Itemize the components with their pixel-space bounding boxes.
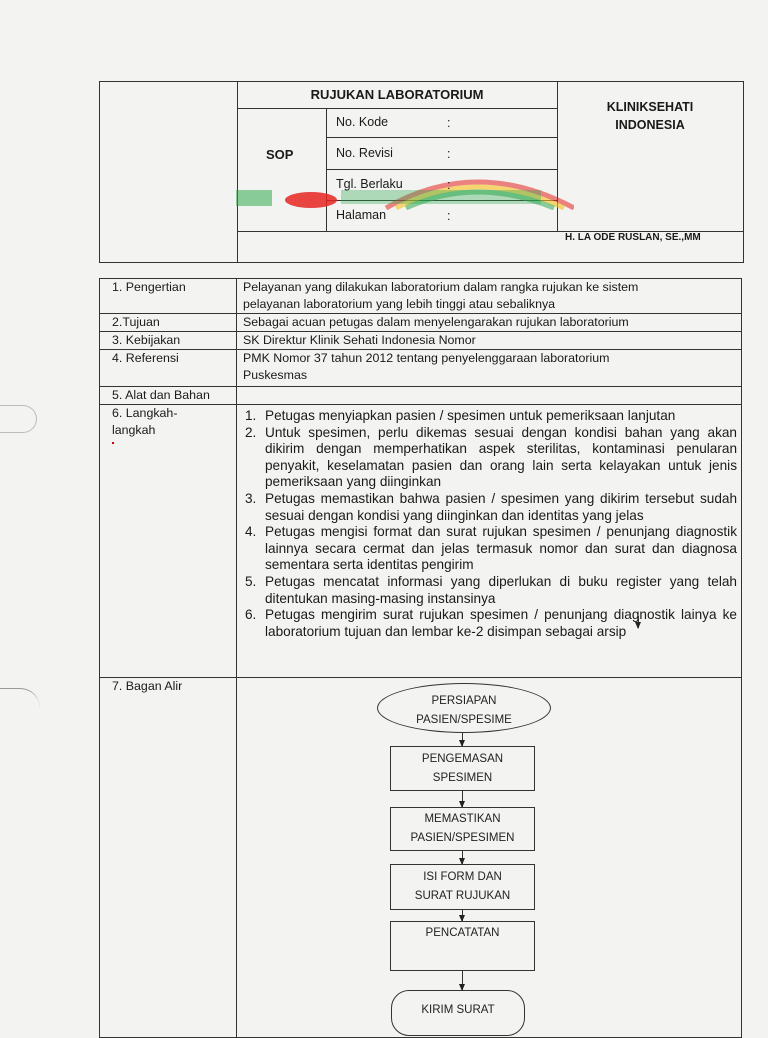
- content-line: Pelayanan yang dilakukan laboratorium dalam rangka rujukan ke sistem: [243, 280, 639, 294]
- field-sep: :: [447, 178, 451, 192]
- table-row: [100, 314, 742, 332]
- flow-step-line: MEMASTIKAN: [424, 813, 501, 825]
- sop-label: SOP: [266, 147, 294, 162]
- step-text: Untuk spesimen, perlu dikemas sesuai dengan kondisi bahan yang akan dikirim dengan memperhatikan aspek sterilitas, kontaminasi penularan penyakit, keselamatan pasien dan orang lain serta kelayakan untuk jenis pemeriksaan yang diinginkan: [265, 424, 737, 490]
- steps-list: [243, 408, 741, 640]
- row-content: [237, 405, 742, 678]
- step-number: 4.: [245, 524, 257, 540]
- table-row: [100, 350, 742, 387]
- flow-arrow: [462, 970, 463, 990]
- content-line: Puskesmas: [243, 368, 308, 382]
- field-sep: :: [447, 147, 451, 161]
- step-number: 1.: [245, 408, 257, 423]
- sop-header-box: [99, 81, 744, 263]
- field-sep: :: [447, 209, 451, 223]
- row-label-line: 6. Langkah-: [112, 406, 178, 420]
- flow-step-line: SURAT RUJUKAN: [414, 890, 511, 902]
- signatory-name: H. LA ODE RUSLAN, SE.,MM: [565, 232, 701, 243]
- row-label: 1. Pengertian: [100, 279, 237, 314]
- table-row: [100, 332, 742, 350]
- org-name-line1: KLINIKSEHATI: [606, 100, 694, 114]
- table-row: [100, 678, 742, 1038]
- flow-step-line: PENCATATAN: [425, 927, 500, 939]
- flow-end-line: KIRIM SURAT: [421, 1004, 495, 1016]
- field-label-halaman: Halaman: [336, 208, 387, 222]
- list-item: [245, 607, 737, 640]
- row-label: 3. Kebijakan: [100, 332, 237, 350]
- field-label-tgl-berlaku: Tgl. Berlaku: [336, 177, 403, 191]
- list-item: [245, 424, 737, 491]
- row-content: [237, 387, 742, 405]
- content-line: PMK Nomor 37 tahun 2012 tentang penyelenggaraan laboratorium: [243, 351, 610, 365]
- step-text: Petugas mencatat informasi yang diperlukan di buku register yang telah ditentukan masing-masing instansinya: [265, 573, 737, 606]
- field-label-no-kode: No. Kode: [336, 115, 389, 129]
- flow-arrow: [462, 909, 463, 921]
- row-label-line: langkah: [112, 423, 156, 437]
- field-sep: :: [447, 116, 451, 130]
- flow-step-line: ISI FORM DAN: [423, 871, 502, 883]
- content-line: Sebagai acuan petugas dalam menyelengarakan rujukan laboratorium: [243, 315, 629, 329]
- flow-step-line: PASIEN/SPESIMEN: [410, 832, 515, 844]
- row-label: 2.Tujuan: [100, 314, 237, 332]
- step-number: 5.: [245, 573, 257, 589]
- row-label: 5. Alat dan Bahan: [100, 387, 237, 405]
- pen-mark: [638, 616, 639, 628]
- list-item: [245, 490, 737, 524]
- row-label: 4. Referensi: [100, 350, 237, 387]
- divider: [326, 137, 557, 138]
- flow-step-line: PENGEMASAN: [421, 753, 504, 765]
- table-row: [100, 387, 742, 405]
- divider: [237, 108, 557, 109]
- flow-arrow: [462, 732, 463, 746]
- flow-start-line: PERSIAPAN: [431, 695, 497, 707]
- row-content: [237, 279, 742, 314]
- punch-hole-mark: [0, 688, 40, 711]
- row-content: [237, 314, 742, 332]
- flow-arrow: [462, 790, 463, 807]
- flow-step-pencatatan: [390, 921, 535, 971]
- table-row: [100, 279, 742, 314]
- content-line: pelayanan laboratorium yang lebih tinggi atau sebaliknya: [243, 297, 556, 311]
- flow-step-line: SPESIMEN: [432, 772, 493, 784]
- list-item: [245, 524, 737, 574]
- step-number: 3.: [245, 490, 257, 506]
- flow-step-isi-form: [390, 864, 535, 910]
- flow-step-memastikan: [390, 807, 535, 851]
- list-item: [245, 573, 737, 607]
- step-text: Petugas menyiapkan pasien / spesimen untuk pemeriksaan lanjutan: [265, 408, 676, 423]
- field-label-no-revisi: No. Revisi: [336, 146, 393, 160]
- flow-step-pengemasan: [390, 746, 535, 791]
- step-number: 2.: [245, 424, 257, 440]
- row-label: [100, 405, 237, 678]
- flow-start-ellipse: [377, 683, 551, 733]
- flow-start-line: PASIEN/SPESIME: [416, 714, 512, 726]
- flow-arrow: [462, 850, 463, 864]
- document-title: RUJUKAN LABORATORIUM: [310, 87, 484, 102]
- flow-end-terminal: [391, 990, 525, 1036]
- org-name-line2: INDONESIA: [615, 118, 685, 132]
- step-text: Petugas mengisi format dan surat rujukan spesimen / penunjang diagnostik lainnya secara cermat dan jelas termasuk nomor dan surat dan diagnosa sementara serta identitas pengirim: [265, 524, 737, 573]
- list-item: [245, 408, 737, 425]
- row-content: [237, 332, 742, 350]
- content-line: SK Direktur Klinik Sehati Indonesia Nomor: [243, 333, 476, 347]
- clinic-logo-watermark: [236, 164, 574, 210]
- step-text: Petugas memastikan bahwa pasien / spesimen yang dikirim tersebut sudah sesuai dengan kondisi yang diinginkan dan identitas yang jelas: [265, 490, 737, 523]
- step-text: Petugas mengirim surat rujukan spesimen / penunjang diagnostik lainya ke laboratorium tujuan dan lembar ke-2 disimpan sebagai arsip: [265, 607, 737, 639]
- punch-hole-mark: [0, 405, 37, 433]
- row-label: 7. Bagan Alir: [100, 678, 237, 1038]
- red-dot-mark: [112, 442, 114, 444]
- row-content: [237, 350, 742, 387]
- step-number: 6.: [245, 607, 257, 623]
- table-row: [100, 405, 742, 678]
